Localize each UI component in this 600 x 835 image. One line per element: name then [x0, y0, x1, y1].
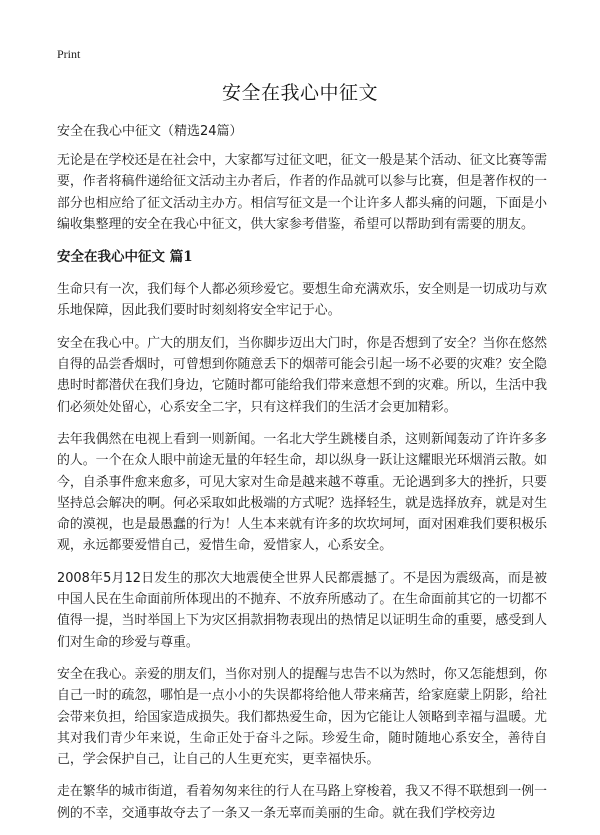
section-heading: 安全在我心中征文 篇1 — [57, 249, 193, 266]
body-paragraph: 安全在我心中。广大的朋友们，当你脚步迈出大门时，你是否想到了安全？当你在悠然自得的品尝香烟时，可曾想到你随意丢下的烟蒂可能会引起一场不必要的灾难？安全隐患时时都潜伏在我们身边，它随时都可能给我们带来意想不到的灾难。所以，生活中我们必须处处留心，心系安全二字，只有这样我们的生活才会更加精彩。 — [57, 335, 547, 415]
print-link[interactable]: Print — [57, 47, 81, 61]
body-paragraph: 生命只有一次，我们每个人都必须珍爱它。要想生命充满欢乐，安全则是一切成功与欢乐地保障，因此我们要时时刻刻将安全牢记于心。 — [57, 282, 547, 319]
body-paragraph: 2008年5月12日发生的那次大地震使全世界人民都震撼了。不是因为震级高，而是被中国人民在生命面前所体现出的不抛弃、不放弃所感动了。在生命面前其它的一切都不值得一提，当时举国上下为灾区捐款捐物表现出的热情足以证明生命的重要，感受到人们对生命的珍爱与尊重。 — [57, 570, 547, 650]
body-paragraph: 安全在我心。亲爱的朋友们，当你对别人的提醒与忠告不以为然时，你又怎能想到，你自己一时的疏忽，哪怕是一点小小的失误都将给他人带来痛苦，给家庭蒙上阴影，给社会带来负担，给国家造成损失。我们都热爱生命，因为它能让人领略到幸福与温暖。尤其对我们青少年来说，生命正处于奋斗之际。珍爱生命，随时随地心系安全，善待自己，学会保护自己，让自己的人生更充实，更幸福快乐。 — [57, 666, 547, 768]
article-body — [57, 150, 547, 835]
body-paragraph: 去年我偶然在电视上看到一则新闻。一名北大学生跳楼自杀，这则新闻轰动了许许多多的人。一个在众人眼中前途无量的年轻生命，却以纵身一跃让这耀眼光环烟消云散。如今，自杀事件愈来愈多，可见大家对生命是越来越不尊重。无论遇到多大的挫折，只要坚持总会解决的啊。何必采取如此极端的方式呢？选择轻生，就是选择放弃，就是对生命的漠视，也是最愚蠢的行为！人生本来就有许多的坎坎坷坷，面对困难我们要积极乐观，永远都要爱惜自己，爱惜生命，爱惜家人，心系安全。 — [57, 431, 547, 554]
document-subtitle: 安全在我心中征文（精选24篇） — [57, 124, 243, 139]
body-paragraph: 走在繁华的城市街道，看着匆匆来往的行人在马路上穿梭着，我又不得不联想到一例一例的不幸，交通事故夺去了一条又一条无辜而美丽的生命。就在我们学校旁边 — [57, 784, 547, 821]
page-title: 安全在我心中征文 — [221, 82, 378, 104]
intro-paragraph: 无论是在学校还是在社会中，大家都写过征文吧，征文一般是某个活动、征文比赛等需要，作者将稿件递给征文活动主办者后，作者的作品就可以参与比赛，但是著作权的一部分也相应给了征文活动主办方。相信写征文是一个让许多人都头痛的问题，下面是小编收集整理的安全在我心中征文，供大家参考借鉴，希望可以帮助到有需要的朋友。 — [57, 153, 547, 232]
